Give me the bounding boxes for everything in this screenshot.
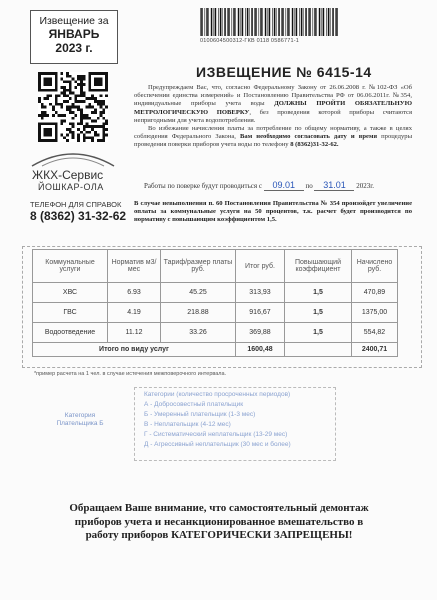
total-charged: 2400,71 [352, 343, 398, 357]
table-header-row [33, 250, 398, 283]
date-from: 09.01 [264, 180, 304, 191]
dates-mid: по [305, 182, 313, 190]
barcode-image [198, 8, 340, 36]
company-logo-arc-icon [28, 148, 118, 168]
header-cell: Коммунальные услуги [33, 250, 108, 283]
paragraph1-end: , без проведения которой приборы считаются непригодными для учета водопотребления. [134, 108, 412, 124]
service-cell: ХВС [33, 283, 108, 303]
category-item: В - Неплательщик (4-12 мес) [144, 421, 231, 428]
notice-box-month: ЯНВАРЬ [48, 27, 100, 41]
tariff-cell: 218.88 [161, 303, 236, 323]
total-empty-cell [285, 343, 352, 357]
notice-box-year: 2023 г. [55, 41, 93, 55]
charged-cell: 554,82 [352, 323, 398, 343]
notice-box-label: Извещение за [39, 15, 109, 27]
header-cell: Тариф/размер платы руб. [161, 250, 236, 283]
dates-suffix: 2023г. [356, 182, 375, 190]
categories-list [144, 390, 291, 450]
norm-cell: 4.19 [108, 303, 161, 323]
category-item: А - Добросовестный плательщик [144, 401, 244, 408]
verification-dates [144, 180, 374, 191]
tariff-cell: 33.26 [161, 323, 236, 343]
norm-cell: 6.93 [108, 283, 161, 303]
coef-cell: 1,5 [285, 283, 352, 303]
barcode-number: 0100604500312-ГКВ 0118 0586771-1 [200, 38, 300, 44]
dates-prefix: Работы по поверке будут проводиться с [144, 182, 262, 190]
company-city: ЙОШКАР-ОЛА [38, 182, 104, 192]
charges-table [32, 249, 398, 357]
service-cell: ГВС [33, 303, 108, 323]
header-cell: Норматив м3/мес [108, 250, 161, 283]
company-name: ЖКХ-Сервис [32, 168, 104, 182]
date-to: 31.01 [314, 180, 354, 191]
paragraph2-phone: 8 (8362)31-32-62. [290, 141, 339, 149]
table-row [33, 303, 398, 323]
total-sum: 1600,48 [236, 343, 285, 357]
table-footnote: *пример расчета на 1 чел. в случае истечения межповерочного интервала. [34, 371, 227, 377]
charged-cell: 470,89 [352, 283, 398, 303]
table-row [33, 283, 398, 303]
header-cell: Итог руб. [236, 250, 285, 283]
charged-cell: 1375,00 [352, 303, 398, 323]
penalty-warning: В случае невыполнения п. 60 Постановления Правительства № 354 произойдет увеличение оплаты за коммунальные услуги на 50 процентов, т.к. расчет будет производится по нормативу с повышающим коэффициентом 1,5. [134, 200, 412, 223]
paragraph2-emphasis: Вам необходимо согласовать дату и время [240, 133, 378, 141]
company-phone: 8 (8362) 31-32-62 [30, 209, 127, 223]
sum-cell: 369,88 [236, 323, 285, 343]
notice-month-box [30, 10, 118, 64]
notice-text [134, 84, 412, 150]
notice-title: ИЗВЕЩЕНИЕ № 6415-14 [196, 64, 372, 80]
payer-category-label: Категория Плательщика Б [56, 412, 104, 427]
header-cell: Повышающий коэффициент [285, 250, 352, 283]
norm-cell: 11.12 [108, 323, 161, 343]
paragraph1-emphasis: ДОЛЖНЫ ПРОЙТИ ОБЯЗАТЕЛЬНУЮ МЕТРОЛОГИЧЕСКУЮ ПОВЕРКУ [134, 100, 412, 116]
tampering-warning: Обращаем Ваше внимание, что самостоятельный демонтаж приборов учета и несанкционированное вмешательство в работу приборов КАТЕГОРИЧЕСКИ ЗАПРЕЩЕНЫ! [69, 502, 369, 541]
coef-cell: 1,5 [285, 323, 352, 343]
categories-heading: Категории (количество просроченных периодов) [144, 391, 291, 398]
category-item: Б - Умеренный плательщик (1-3 мес) [144, 411, 256, 418]
coef-cell: 1,5 [285, 303, 352, 323]
phone-label: ТЕЛЕФОН ДЛЯ СПРАВОК [30, 200, 122, 209]
category-item: Д - Агрессивный неплательщик (30 мес и более) [144, 441, 291, 448]
sum-cell: 313,93 [236, 283, 285, 303]
paragraph1-intro: Предупреждаем Вас, что, согласно Федеральному Закону от 26.06.2008 г. №102-ФЗ «Об обеспечении единства измерений» и Постановлению Правительства РФ от 06.06.2011г. №354, индивидуальные приборы учета воды [134, 84, 412, 108]
category-item: Г - Систематический неплательщик (13-29 мес) [144, 431, 288, 438]
paragraph2-mid: процедуры проведения поверки приборов учета воды по телефону [134, 133, 412, 149]
sum-cell: 916,67 [236, 303, 285, 323]
paragraph2-intro: Во избежание начисления платы за потребление по общему нормативу, а также в целях соблюдения Федерального Закона, [134, 125, 412, 141]
service-cell: Водоотведение [33, 323, 108, 343]
header-cell: Начислено руб. [352, 250, 398, 283]
tariff-cell: 45.25 [161, 283, 236, 303]
table-total-row [33, 343, 398, 357]
total-label: Итого по виду услуг [33, 343, 236, 357]
qr-code [38, 72, 108, 142]
table-row [33, 323, 398, 343]
